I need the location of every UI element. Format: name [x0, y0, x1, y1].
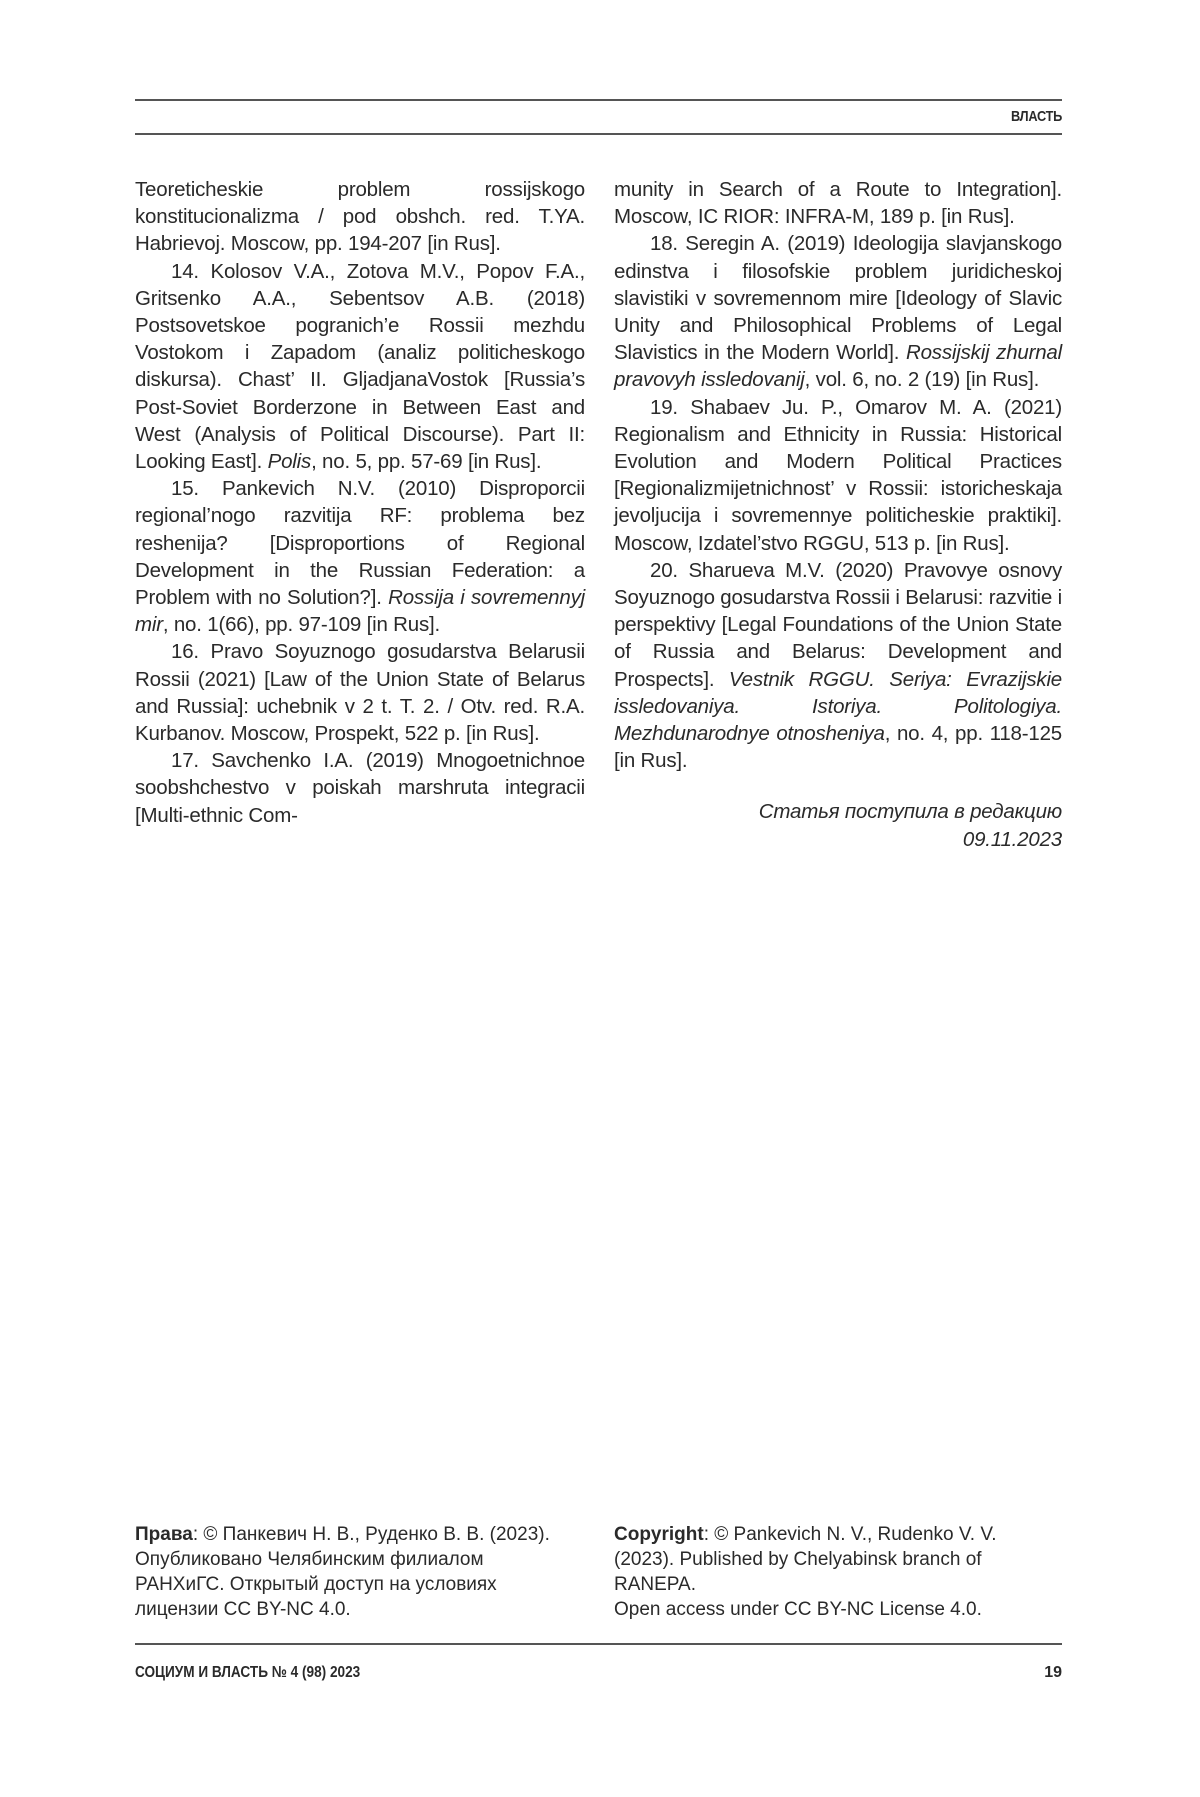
- reference-text: 16. Pravo Soyuznogo gosudarstva Belarusii Rossii (2021) [Law of the Union State of Belarus and Russia]: uchebnik v 2 t. T. 2. / Otv. red. R.A. Kurbanov. Moscow, Prospekt, 522 p. [in Rus].: [135, 640, 585, 746]
- section-header: ВЛАСТЬ: [1010, 108, 1062, 125]
- reference-entry: [135, 475, 585, 638]
- reference-text: 19. Shabaev Ju. P., Omarov M. A. (2021) Regionalism and Ethnicity in Russia: Historical Evolution and Modern Political Practices [Regionalizmijetnichnost’ v Rossii: istoricheskaja jevoljucija i sovremennye politicheskie praktiki]. Moscow, Izdatel’stvo RGGU, 513 p. [in Rus].: [614, 395, 1062, 555]
- copyright-label: Copyright: [614, 1524, 704, 1545]
- reference-text: , vol. 6, no. 2 (19) [in Rus].: [804, 368, 1040, 392]
- reference-text: 17. Savchenko I.A. (2019) Mnogoetnichnoe soobshchestvo v poiskah marshruta integracii [Multi-ethnic Com-: [135, 749, 585, 827]
- reference-entry: [614, 394, 1062, 557]
- reference-text: munity in Search of a Route to Integration]. Moscow, IC RIOR: INFRA-M, 189 p. [in Rus].: [614, 178, 1062, 229]
- reference-text: 15. Pankevich N.V. (2010) Disproporcii regional’nogo razvitija RF: problema bez reshenija? [Disproportions of Regional Development in the Russian Federation: a Problem with no Solution?].: [135, 477, 585, 610]
- copyright-text: : © Pankevich N. V., Rudenko V. V. (2023). Published by Chelyabinsk branch of RANEPA.: [614, 1524, 997, 1595]
- reference-entry: [135, 638, 585, 747]
- reference-text: , no. 5, pp. 57-69 [in Rus].: [311, 450, 542, 474]
- reference-entry: [614, 557, 1062, 775]
- received-note: [614, 798, 1062, 852]
- reference-text: 14. Kolosov V.A., Zotova M.V., Popov F.A., Gritsenko A.A., Sebentsov A.B. (2018) Postsovetskoe pogranich’e Rossii mezhdu Vostokom i Zapadom (analiz politicheskogo diskursa). Chast’ II. GljadjanaVostok [Russia’s Post-Soviet Borderzone in Between East and West (Analysis of Political Discourse). Part II: Looking East].: [135, 259, 585, 474]
- journal-title: СОЦИУМ И ВЛАСТЬ № 4 (98) 2023: [135, 1664, 361, 1681]
- reference-source: Polis: [267, 450, 312, 474]
- reference-entry: [614, 230, 1062, 393]
- rights-english: [614, 1522, 1054, 1622]
- header-bottom-rule: [135, 133, 1062, 135]
- reference-source: Rossija i sovremennyj mir: [135, 586, 585, 637]
- reference-entry: [135, 258, 585, 476]
- license-text: Open access under CC BY-NC License 4.0.: [614, 1599, 982, 1620]
- rights-label: Права: [135, 1524, 193, 1545]
- reference-text: Teoreticheskie problem rossijskogo konstitucionalizma / pod obshch. red. T.YA. Habrievoj. Moscow, pp. 194-207 [in Rus].: [135, 178, 585, 256]
- reference-entry: [614, 176, 1062, 230]
- rights-russian: [135, 1522, 575, 1622]
- received-label: Статья поступила в редакцию: [758, 800, 1062, 824]
- reference-text: , no. 4, pp. 118-125 [in Rus].: [614, 722, 1062, 773]
- reference-entry: [135, 176, 585, 258]
- header-top-rule: [135, 99, 1062, 101]
- received-date: 09.11.2023: [962, 827, 1062, 851]
- footer-rule: [135, 1643, 1062, 1645]
- reference-text: , no. 1(66), pp. 97-109 [in Rus].: [162, 613, 441, 637]
- rights-text: : © Панкевич Н. В., Руденко В. В. (2023). Опубликовано Челябинским филиалом РАНХиГС. Открытый доступ на условиях лицензии CC BY-NC 4.0.: [135, 1524, 550, 1620]
- reference-source: Vestnik RGGU. Seriya: Evrazijskie issledovaniya. Istoriya. Politologiya. Mezhdunarodnye otnosheniya: [614, 667, 1062, 746]
- reference-entry: [135, 747, 585, 829]
- reference-source: Rossijskij zhurnal pravovyh issledovanij: [614, 341, 1062, 392]
- reference-text: 18. Seregin A. (2019) Ideologija slavjanskogo edinstva i filosofskie problem juridicheskoj slavistiki v sovremennom mire [Ideology of Slavic Unity and Philosophical Problems of Legal Slavistics in the Modern World].: [614, 232, 1062, 365]
- references-right-column: [614, 176, 1062, 853]
- references-left-column: [135, 176, 585, 829]
- page-number: 19: [1044, 1664, 1062, 1681]
- reference-text: 20. Sharueva M.V. (2020) Pravovye osnovy Soyuznogo gosudarstva Rossii i Belarusi: razvitie i perspektivy [Legal Foundations of the Union State of Russia and Belarus: Development and Prospects].: [614, 558, 1062, 691]
